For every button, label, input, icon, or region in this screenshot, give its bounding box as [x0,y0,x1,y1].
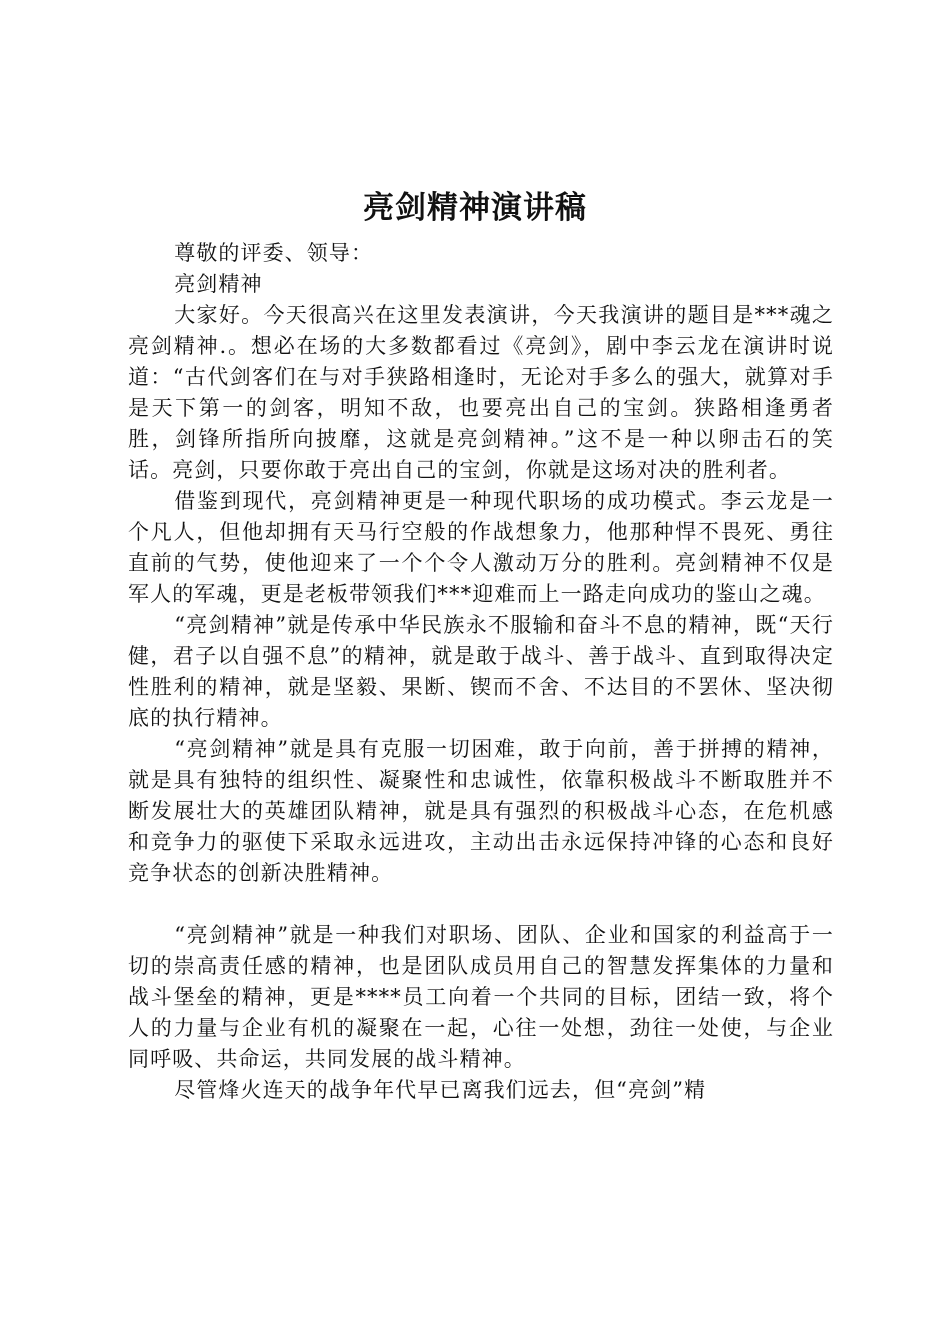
paragraph-6: 尽管烽火连天的战争年代早已离我们远去，但“亮剑”精 [174,1078,707,1102]
document-title: 亮剑精神演讲稿 [363,190,587,226]
subtitle-line: 亮剑精神 [174,272,263,296]
salutation: 尊敬的评委、领导： [174,241,374,265]
paragraph-3: “亮剑精神”就是传承中华民族永不服输和奋斗不息的精神，既“天行健，君子以自强不息”的精神，就是敢于战斗、善于战斗、直到取得决定性胜利的精神，就是坚毅、果断、锲而不舍、不达目的不罢休、坚决彻底的执行精神。 [128,613,834,730]
paragraph-1: 大家好。今天很高兴在这里发表演讲，今天我演讲的题目是***魂之亮剑精神.。想必在场的大多数都看过《亮剑》，剧中李云龙在演讲时说道：“古代剑客们在与对手狭路相逢时，无论对手多么的强大，就算对手是天下第一的剑客，明知不敌，也要亮出自己的宝剑。狭路相逢勇者胜，剑锋所指所向披靡，这就是亮剑精神。”这不是一种以卵击石的笑话。亮剑，只要你敢于亮出自己的宝剑，你就是这场对决的胜利者。 [128,303,834,482]
blank-line [128,889,834,920]
paragraph-4: “亮剑精神”就是具有克服一切困难，敢于向前，善于拼搏的精神，就是具有独特的组织性、凝聚性和忠诚性，依靠积极战斗不断取胜并不断发展壮大的英雄团队精神，就是具有强烈的积极战斗心态，在危机感和竞争力的驱使下采取永远进攻，主动出击永远保持冲锋的心态和良好竞争状态的创新决胜精神。 [128,737,834,885]
document-body [128,238,834,1106]
paragraph-2: 借鉴到现代，亮剑精神更是一种现代职场的成功模式。李云龙是一个凡人，但他却拥有天马行空般的作战想象力，他那种悍不畏死、勇往直前的气势，使他迎来了一个个令人激动万分的胜利。亮剑精神不仅是军人的军魂，更是老板带领我们***迎难而上一路走向成功的鉴山之魂。 [128,489,834,606]
paragraph-5: “亮剑精神”就是一种我们对职场、团队、企业和国家的利益高于一切的崇高责任感的精神，也是团队成员用自己的智慧发挥集体的力量和战斗堡垒的精神，更是****员工向着一个共同的目标，团结一致，将个人的力量与企业有机的凝聚在一起，心往一处想，劲往一处使，与企业同呼吸、共命运，共同发展的战斗精神。 [128,923,834,1071]
